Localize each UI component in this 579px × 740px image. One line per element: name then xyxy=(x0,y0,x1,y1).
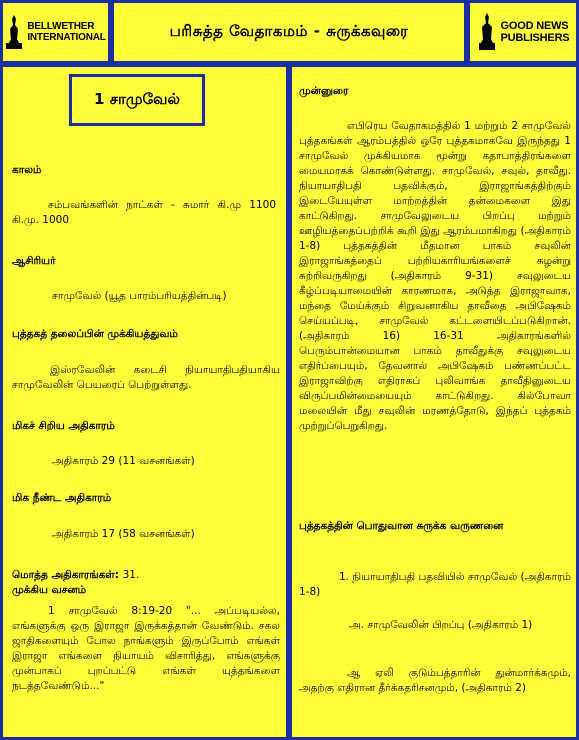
total-chapters xyxy=(12,568,139,583)
summary-item: 1. நியாயாதிபதி பதவியில் சாமுவேல் (அதிகாரம் 1-8) xyxy=(299,571,571,598)
summary-item: ஆ ஏலி குடும்பத்தாரின் துன்மார்க்கமும், அதற்கு எதிரான தீர்க்கதரிசனமும், (அதிகாரம் 2) xyxy=(299,667,571,694)
shortest-chapter-heading: மிகச் சிறிய அதிகாரம் xyxy=(12,420,115,432)
key-verse-heading: முக்கிய வசனம் xyxy=(12,584,87,596)
book-title: 1 சாமுவேல் xyxy=(69,74,205,126)
logo-line-1: BELLWETHER xyxy=(27,21,95,32)
statue-icon xyxy=(477,12,497,52)
logo-line-2: PUBLISHERS xyxy=(500,32,570,44)
logo-line-2: INTERNATIONAL xyxy=(27,32,106,43)
intro-text: எபிரெய வேதாகமத்தில் 1 மற்றும் 2 சாமுவேல் புத்தகங்கள் ஆரம்பத்தில் ஒரே புத்தகமாகவே இருந்தது 1 சாமுவேல் முக்கியமாக மூன்று கதாபாத்திரங்களை மையமாகக் கொண்டுள்ளது. சாமுவேல், சவுல், தாவீது. நியாயாதிபதி பதவிக்கும், இராஜாங்கத்திற்கும் இடையேயுள்ள மாற்றத்தின் தன்மைகளை இது காட்டுகிறது. சாமுவேலுடைய பிறப்பு மற்றும் ஊழியத்தைப்பற்றிக் கூறி இது ஆரம்பமாகிறது (அதிகாரம் 1-8) புத்தகத்தின் மீதமான பாகம் சவுலின் இராஜாங்கத்தைப் பற்றியகாரியங்களைச் சுழன்று சுற்றிவருகிறது (அதிகாரம் 9-31) சவுலுடைய கீழ்ப்படியாமையின் காரணமாக, அடுத்த இராஜாவாக, மந்தை மேய்க்கும் சிறுவனாகிய தாவீதை அபிஷேகம் செய்யப்படி, சாமுவேல் கட்டளையிடப்படுகிறான். (அதிகாரம் 16) 16-31 அதிகாரங்களில் பெரும்பான்மையான பாகம் தாவீதுக்கு சவுலுடைய எதிர்ப்பையும், தேவனால் அபிஷேகம் பண்ணப்பட்ட இராஜாவிற்கு எதிராகப் புலிவாங்க தாவீதினுடைய விருப்பமின்மையையும் காட்டுகிறது. கில்போவா மலையின் மீது சவுலின் மரணத்தோடு, இந்தப் புத்தகம் முற்றுப்பெறுகிறது. xyxy=(299,120,571,432)
total-chapters-value: 31. xyxy=(122,569,140,581)
intro-heading: முன்னுரை xyxy=(299,85,349,97)
longest-chapter-text: அதிகாரம் 17 (58 வசனங்கள்) xyxy=(52,528,195,540)
name-text: இஸ்ரவேலின் கடைசி நியாயாதிபதியாகிய சாமுவேலின் பெயரைப் பெற்றுள்ளது. xyxy=(12,364,280,391)
key-verse-text: 1 சாமுவேல் 8:19-20 "... அப்படியல்ல, எங்களுக்கு ஒரு இராஜா இருக்கத்தான் வேண்டும். சகல ஜாதிகளையும் போல நாங்களும் இருப்போம் எங்கள் இராஜா எங்களை நியாயம் விசாரித்து, எங்களுக்கு முன்பாகப் புறப்பட்டு எங்கள் யுத்தங்களை நடத்தவேண்டும்..." xyxy=(12,605,280,692)
period-text: சம்பவங்களின் நாட்கள் - சுமார் கி.மு 1100 கி.மு. 1000 xyxy=(12,199,276,226)
good-news-logo xyxy=(467,0,579,64)
name-heading: புத்தகத் தலைப்பின் முக்கியத்துவம் xyxy=(12,328,178,340)
period-heading: காலம் xyxy=(12,164,42,176)
summary-heading: புத்தகத்தின் பொதுவான சுருக்க வருணனை xyxy=(299,520,504,532)
longest-chapter-heading: மிக நீண்ட அதிகாரம் xyxy=(12,492,112,504)
total-chapters-heading: மொத்த அதிகாரங்கள்: xyxy=(12,569,119,581)
statue-icon xyxy=(5,13,23,51)
left-column xyxy=(0,64,289,740)
bellwether-logo xyxy=(0,0,111,64)
page-title: பரிசுத்த வேதாகமம் - சுருக்கவுரை xyxy=(111,0,467,64)
summary-item: அ. சாமுவேலின் பிறப்பு (அதிகாரம் 1) xyxy=(349,619,533,631)
right-column xyxy=(289,64,579,740)
author-heading: ஆசிரியர் xyxy=(12,255,56,267)
author-text: சாமுவேல் (யூத பாரம்பரியத்தின்படி) xyxy=(52,290,227,302)
logo-line-1: GOOD NEWS xyxy=(500,20,569,32)
shortest-chapter-text: அதிகாரம் 29 (11 வசனங்கள்) xyxy=(52,455,195,467)
